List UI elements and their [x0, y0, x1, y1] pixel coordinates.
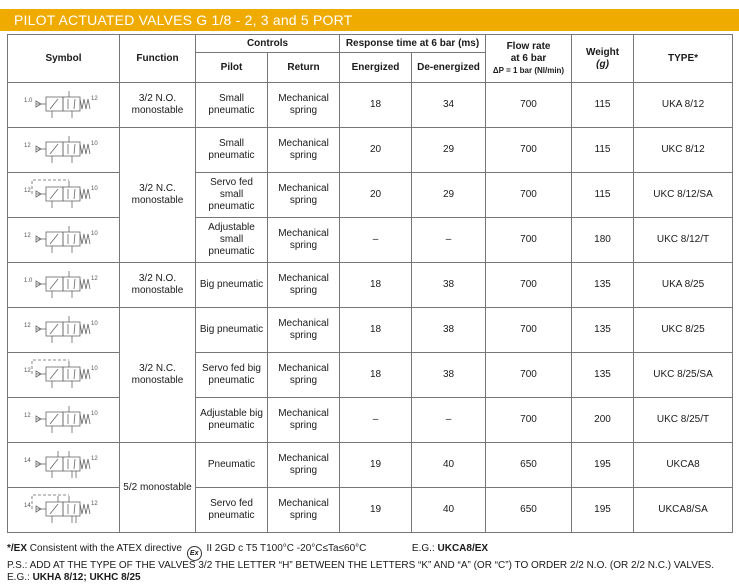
valve-3-2-symbol-icon: [22, 220, 106, 260]
cell-function: 3/2 N.O. monostable: [120, 83, 196, 128]
cell-energized: 18: [340, 83, 412, 128]
symbol-port-label-left: 12: [23, 233, 31, 239]
valve-3-2-symbol-icon: [22, 265, 106, 305]
cell-energized: 18: [340, 353, 412, 398]
header-response: Response time at 6 bar (ms): [340, 35, 486, 53]
table-row: [8, 308, 733, 353]
symbol-port-label-right: 12: [90, 456, 98, 462]
table-row: [8, 398, 733, 443]
cell-function: 5/2 monostable: [120, 443, 196, 533]
cell-type: UKCA8/SA: [634, 488, 733, 533]
header-return: Return: [268, 53, 340, 83]
cell-weight: 180: [572, 218, 634, 263]
cell-de-energized: 38: [412, 263, 486, 308]
cell-de-energized: –: [412, 398, 486, 443]
cell-flow: 700: [486, 128, 572, 173]
table-row: [8, 488, 733, 533]
cell-energized: –: [340, 398, 412, 443]
cell-pilot: Small pneumatic: [196, 128, 268, 173]
header-function: Function: [120, 35, 196, 83]
cell-de-energized: 38: [412, 308, 486, 353]
valves-table: [7, 34, 733, 533]
cell-pilot: Adjustable big pneumatic: [196, 398, 268, 443]
symbol-port-label-right: 10: [90, 231, 98, 237]
cell-de-energized: –: [412, 218, 486, 263]
header-symbol: Symbol: [8, 35, 120, 83]
cell-energized: –: [340, 218, 412, 263]
atex-example-label: E.G.:: [411, 543, 435, 554]
cell-type: UKC 8/12: [634, 128, 733, 173]
cell-pilot: Pneumatic: [196, 443, 268, 488]
symbol-port-label-right: 10: [90, 321, 98, 327]
symbol-port-label-right: 12: [90, 276, 98, 282]
table-row: [8, 263, 733, 308]
atex-ex-icon: Ex: [187, 546, 202, 561]
cell-return: Mechanical spring: [268, 83, 340, 128]
cell-energized: 19: [340, 488, 412, 533]
cell-return: Mechanical spring: [268, 398, 340, 443]
symbol-port-label-right: 10: [90, 411, 98, 417]
atex-example: UKCA8/EX: [437, 543, 489, 554]
atex-text: Consistent with the ATEX directive: [29, 543, 182, 554]
cell-flow: 700: [486, 218, 572, 263]
symbol-port-label-left: 12: [23, 368, 31, 374]
ps-note: P.S.: ADD AT THE TYPE OF THE VALVES 3/2 THE LETTER “H” BETWEEN THE LETTERS “K” AND “A” (OR “C”) TO ORDER 2/2 N.O. (OR 2/2 N.C.) VALVES.: [7, 560, 715, 571]
cell-pilot: Servo fed pneumatic: [196, 488, 268, 533]
cell-type: UKC 8/25/SA: [634, 353, 733, 398]
cell-weight: 195: [572, 488, 634, 533]
cell-flow: 650: [486, 488, 572, 533]
cell-symbol: [8, 128, 120, 173]
cell-weight: 135: [572, 308, 634, 353]
cell-symbol: [8, 308, 120, 353]
cell-return: Mechanical spring: [268, 353, 340, 398]
cell-function: 3/2 N.C. monostable: [120, 128, 196, 263]
cell-return: Mechanical spring: [268, 263, 340, 308]
symbol-port-label-left: 12: [23, 143, 31, 149]
cell-flow: 700: [486, 83, 572, 128]
symbol-port-label-left: 14: [23, 503, 31, 509]
table-row: [8, 443, 733, 488]
cell-return: Mechanical spring: [268, 128, 340, 173]
symbol-port-label-right: 10: [90, 366, 98, 372]
cell-energized: 18: [340, 263, 412, 308]
table-row: [8, 83, 733, 128]
table-row: [8, 353, 733, 398]
cell-pilot: Servo fed big pneumatic: [196, 353, 268, 398]
header-controls: Controls: [196, 35, 340, 53]
cell-de-energized: 29: [412, 173, 486, 218]
cell-de-energized: 38: [412, 353, 486, 398]
cell-energized: 18: [340, 308, 412, 353]
cell-flow: 700: [486, 263, 572, 308]
cell-symbol: [8, 353, 120, 398]
cell-return: Mechanical spring: [268, 173, 340, 218]
valve-3-2-symbol-icon: [22, 400, 106, 440]
symbol-port-label-left: 14: [23, 458, 31, 464]
valve-3-2-symbol-icon: [22, 130, 106, 170]
symbol-port-label-right: 10: [90, 141, 98, 147]
atex-note: [7, 543, 488, 561]
header-type: TYPE*: [634, 35, 733, 83]
header-weight-line2: (g): [596, 58, 609, 70]
symbol-port-label-left: 12: [23, 188, 31, 194]
valve-5-2-symbol-icon: [22, 445, 106, 485]
cell-return: Mechanical spring: [268, 308, 340, 353]
cell-de-energized: 40: [412, 443, 486, 488]
cell-de-energized: 34: [412, 83, 486, 128]
cell-flow: 700: [486, 353, 572, 398]
cell-type: UKCA8: [634, 443, 733, 488]
atex-bold: */EX: [7, 543, 28, 554]
cell-symbol: [8, 263, 120, 308]
cell-return: Mechanical spring: [268, 488, 340, 533]
header-pilot: Pilot: [196, 53, 268, 83]
cell-weight: 135: [572, 263, 634, 308]
symbol-port-label-left: 12: [23, 323, 31, 329]
valve-3-2-symbol-icon: [22, 310, 106, 350]
symbol-port-label-left: 12: [23, 413, 31, 419]
cell-symbol: [8, 218, 120, 263]
header-flow-line3: ΔP = 1 bar (Nl/min): [492, 65, 565, 75]
cell-weight: 195: [572, 443, 634, 488]
cell-type: UKA 8/12: [634, 83, 733, 128]
valve-3-2-symbol-icon: [22, 85, 106, 125]
symbol-port-label-right: 10: [90, 186, 98, 192]
table-row: [8, 173, 733, 218]
header-flow-line1: Flow rate: [506, 40, 551, 52]
table-body: [8, 83, 733, 533]
cell-type: UKC 8/25/T: [634, 398, 733, 443]
header-weight: [572, 35, 634, 83]
cell-pilot: Adjustable small pneumatic: [196, 218, 268, 263]
symbol-port-label-left: 1.0: [23, 278, 32, 284]
cell-function: 3/2 N.O. monostable: [120, 263, 196, 308]
cell-energized: 20: [340, 173, 412, 218]
cell-symbol: [8, 443, 120, 488]
cell-weight: 115: [572, 173, 634, 218]
header-energized: Energized: [340, 53, 412, 83]
header-flow-line2: at 6 bar: [510, 52, 547, 64]
header-weight-line1: Weight: [585, 46, 620, 58]
cell-function: 3/2 N.C. monostable: [120, 308, 196, 443]
cell-weight: 115: [572, 128, 634, 173]
header-de-energized: De-energized: [412, 53, 486, 83]
cell-de-energized: 29: [412, 128, 486, 173]
cell-return: Mechanical spring: [268, 218, 340, 263]
atex-spec: II 2GD c T5 T100°C -20°C≤Ta≤60°C: [206, 543, 367, 554]
cell-symbol: [8, 488, 120, 533]
cell-return: Mechanical spring: [268, 443, 340, 488]
valve-5-2-symbol-icon: [22, 490, 106, 530]
cell-energized: 20: [340, 128, 412, 173]
cell-type: UKC 8/12/T: [634, 218, 733, 263]
cell-symbol: [8, 173, 120, 218]
cell-type: UKC 8/25: [634, 308, 733, 353]
cell-symbol: [8, 398, 120, 443]
symbol-port-label-right: 12: [90, 96, 98, 102]
table-row: [8, 128, 733, 173]
cell-type: UKA 8/25: [634, 263, 733, 308]
cell-pilot: Big pneumatic: [196, 308, 268, 353]
cell-pilot: Servo fed small pneumatic: [196, 173, 268, 218]
ps-example: UKHA 8/12; UKHC 8/25: [32, 572, 141, 583]
symbol-port-label-right: 12: [90, 501, 98, 507]
cell-flow: 700: [486, 173, 572, 218]
cell-flow: 700: [486, 398, 572, 443]
cell-pilot: Small pneumatic: [196, 83, 268, 128]
header-flow: [486, 35, 572, 83]
cell-pilot: Big pneumatic: [196, 263, 268, 308]
page-title: PILOT ACTUATED VALVES G 1/8 - 2, 3 and 5 PORT: [0, 9, 739, 31]
cell-symbol: [8, 83, 120, 128]
ps-example-note: [7, 572, 141, 584]
cell-weight: 200: [572, 398, 634, 443]
cell-flow: 650: [486, 443, 572, 488]
valve-3-2-symbol-icon: [22, 355, 106, 395]
ps-example-label: E.G.:: [7, 572, 30, 583]
cell-type: UKC 8/12/SA: [634, 173, 733, 218]
cell-de-energized: 40: [412, 488, 486, 533]
symbol-port-label-left: 1.0: [23, 98, 32, 104]
valve-3-2-symbol-icon: [22, 175, 106, 215]
table-row: [8, 218, 733, 263]
cell-weight: 135: [572, 353, 634, 398]
cell-weight: 115: [572, 83, 634, 128]
cell-energized: 19: [340, 443, 412, 488]
cell-flow: 700: [486, 308, 572, 353]
